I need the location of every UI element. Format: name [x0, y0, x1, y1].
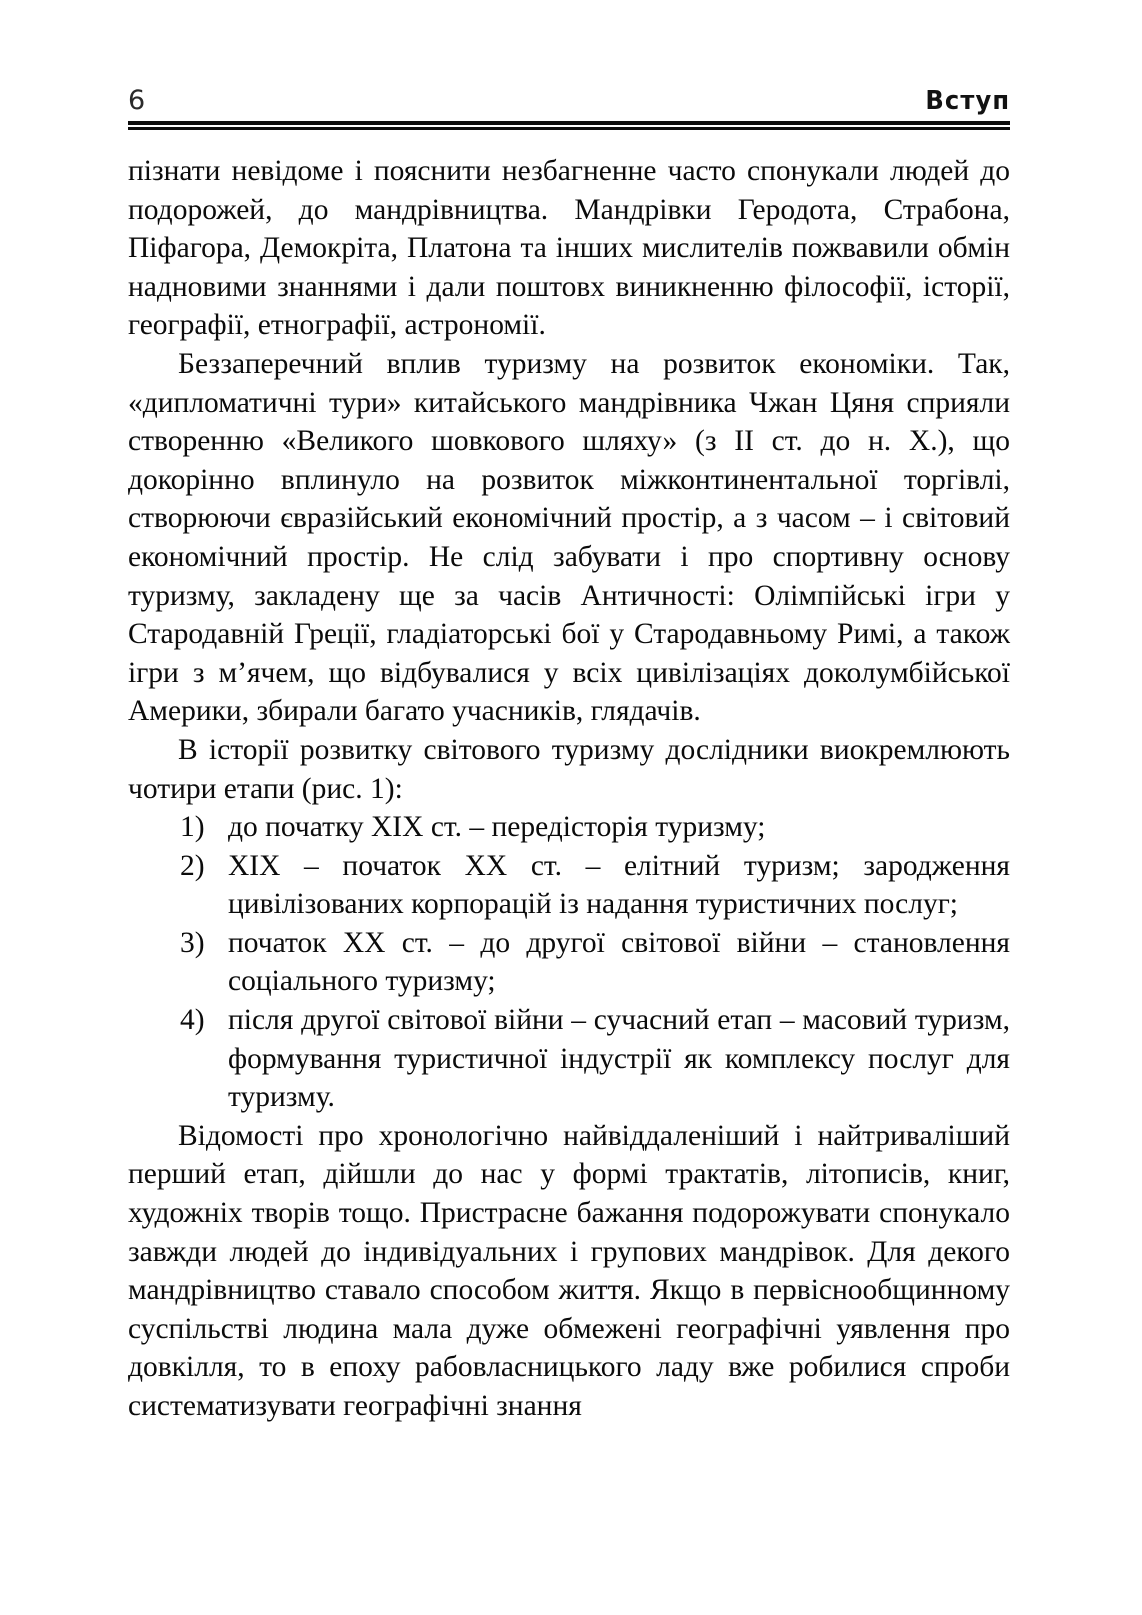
page-body	[128, 152, 1010, 1426]
list-item-label: початок XX ст. – до другої світової війни – становлення соціального туризму;	[228, 926, 1010, 998]
header-double-rule	[128, 121, 1010, 130]
paragraph-first-stage-sources: Відомості про хронологічно найвіддаленіший і найтриваліший перший етап, дійшли до нас у формі трактатів, літописів, книг, художніх творів тощо. Пристрасне бажання подорожувати спонукало завжди людей до індивідуальних і групових мандрівок. Для декого мандрівництво ставало способом життя. Якщо в первіснообщинному суспільстві людина мала дуже обмежені географічні уявлення про довкілля, то в епоху рабовласницького ладу вже робилися спроби систематизувати географічні знання	[128, 1119, 1010, 1422]
list-item-marker: 3)	[180, 926, 205, 959]
list-item-label: після другої світової війни – сучасний етап – масовий туризм, формування туристичної індустрії як комплексу послуг для туризму.	[228, 1004, 1010, 1114]
list-item	[128, 1001, 1010, 1117]
list-item-marker: 1)	[180, 811, 205, 844]
list-item	[128, 808, 1010, 847]
tourism-stages-list	[128, 808, 1010, 1117]
paragraph-economy-impact: Беззаперечний вплив туризму на розвиток економіки. Так, «дипломатичні тури» китайського мандрівника Чжан Цяня сприяли створенню «Великого шовкового шляху» (з ІІ ст. до н. Х.), що докорінно вплинуло на розвиток міжконтинентальної торгівлі, створюючи євразійський економічний простір, а з часом – і світовий економічний простір. Не слід забувати і про спортивну основу туризму, закладену ще за часів Античності: Олімпійські ігри у Стародавній Греції, гладіаторські бої у Стародавньому Римі, а також ігри з м’ячем, що відбувалися у всіх цивілізаціях доколумбійської Америки, збирали багато учасників, глядачів.	[128, 347, 1010, 728]
list-item-label: XIX – початок XX ст. – елітний туризм; зародження цивілізованих корпорацій із надання туристичних послуг;	[228, 849, 1010, 921]
list-item-marker: 4)	[180, 1004, 205, 1037]
running-title: Вступ	[925, 86, 1010, 116]
running-head	[128, 68, 1010, 114]
header-rule-thin	[128, 127, 1010, 130]
paragraph-continued: пізнати невідоме і пояснити незбагненне часто спонукали людей до подорожей, до мандрівництва. Мандрівки Геродота, Страбона, Піфагора, Демокріта, Платона та інших мислителів пожвавили обмін надновими знаннями і дали поштовх виникненню філософії, історії, географії, етнографії, астрономії.	[128, 155, 1010, 342]
paragraph-four-stages-intro: В історії розвитку світового туризму дослідники виокремлюють чотири етапи (рис. 1):	[128, 733, 1010, 805]
list-item-marker: 2)	[180, 849, 205, 882]
list-item	[128, 924, 1010, 1001]
list-item	[128, 847, 1010, 924]
page-number: 6	[128, 85, 146, 116]
list-item-label: до початку XIX ст. – передісторія туризму;	[228, 811, 766, 844]
